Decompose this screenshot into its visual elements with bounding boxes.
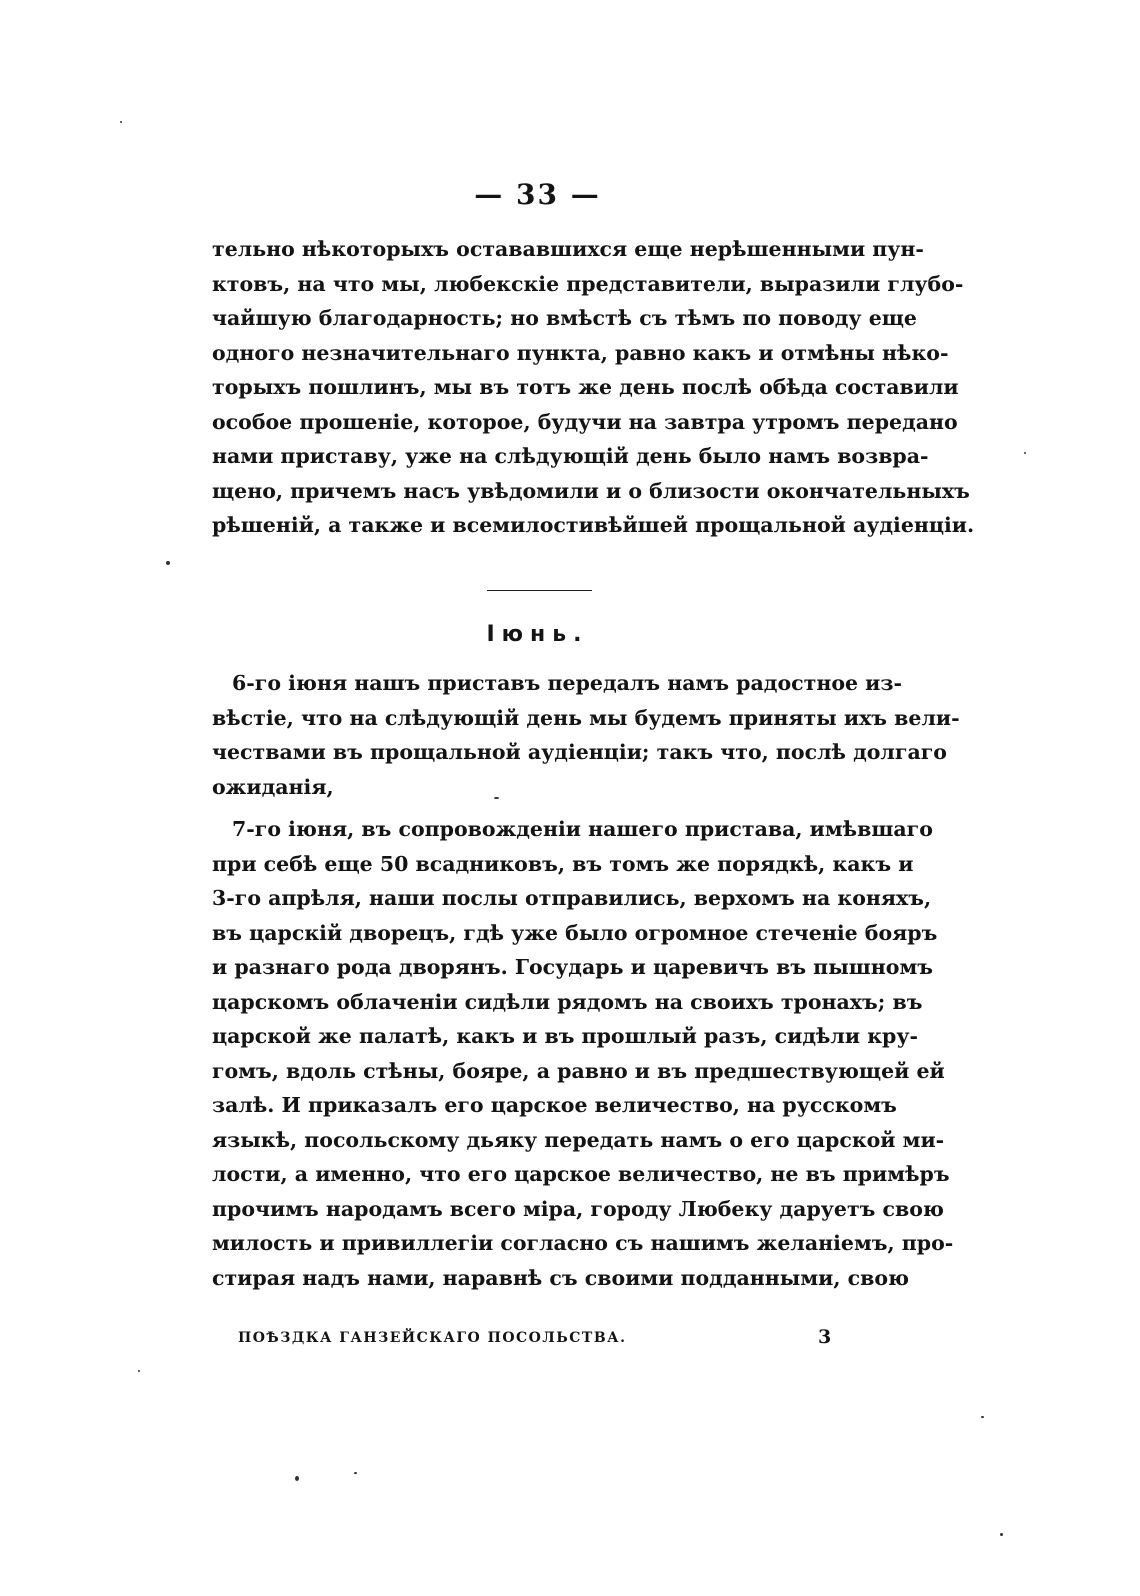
text-line: 3-го апрѣля, наши послы отправились, верхомъ на коняхъ, [212, 886, 932, 910]
running-footer-title: ПОѢЗДКА ГАНЗЕЙСКАГО ПОСОЛЬСТВА. [238, 1330, 627, 1346]
text-line: щено, причемъ насъ увѣдомили и о близости окончательныхъ [212, 478, 970, 503]
scan-speck [138, 1370, 140, 1372]
scan-speck [1000, 1533, 1003, 1536]
scan-speck [494, 797, 499, 799]
scan-speck [981, 1416, 984, 1418]
scan-speck [354, 1472, 357, 1474]
text-line: гомъ, вдоль стѣны, бояре, а равно и въ предшествующей ей [212, 1058, 945, 1083]
text-line: залѣ. И приказалъ его царское величество, на русскомъ [212, 1093, 897, 1117]
text-line: прочимъ народамъ всего міра, городу Любеку даруетъ свою [212, 1196, 944, 1221]
section-divider [487, 590, 592, 591]
text-line: и разнаго рода дворянъ. Государь и царевичъ въ пышномъ [212, 955, 933, 979]
text-line: въ царскій дворецъ, гдѣ уже было огромное стеченіе бояръ [212, 920, 938, 945]
text-line: чайшую благодарность; но вмѣстѣ съ тѣмъ по поводу еще [212, 306, 917, 330]
text-line: ктовъ, на что мы, любекскіе представители, выразили глубо- [212, 271, 964, 296]
signature-mark: 3 [818, 1326, 832, 1348]
section-heading: Іюнь. [486, 622, 589, 647]
text-line: рѣшеній, а также и всемилостивѣйшей прощальной аудіенціи. [212, 513, 975, 537]
text-line: торыхъ пошлинъ, мы въ тотъ же день послѣ обѣда составили [212, 375, 959, 399]
text-line: ожиданія, [212, 774, 334, 799]
text-line: царскомъ облаченіи сидѣли рядомъ на своихъ тронахъ; въ [212, 989, 923, 1014]
scan-speck [120, 121, 122, 123]
text-line: 7-го іюня, въ сопровожденіи нашего пристава, имѣвшаго [232, 817, 933, 841]
scan-speck [166, 561, 170, 565]
text-line: вѣстіе, что на слѣдующій день мы будемъ приняты ихъ вели- [212, 705, 960, 730]
paragraph-continuation [212, 232, 975, 543]
text-line: 6-го іюня нашъ приставъ передалъ намъ радостное из- [232, 671, 902, 695]
text-line: особое прошеніе, которое, будучи на завтра утромъ передано [212, 409, 958, 434]
scan-speck [1024, 452, 1026, 454]
text-line: языкѣ, посольскому дьяку передать намъ о его царской ми- [212, 1127, 945, 1152]
page-number: — 33 — [474, 178, 601, 211]
scan-speck [295, 1476, 299, 1481]
text-line: одного незначительнаго пункта, равно какъ и отмѣны нѣко- [212, 340, 949, 365]
text-line: стирая надъ нами, наравнѣ съ своими подданными, свою [212, 1265, 910, 1290]
paragraph-june-7 [212, 812, 954, 1295]
text-line: царской же палатѣ, какъ и въ прошлый разъ, сидѣли кру- [212, 1024, 918, 1048]
text-line: лости, а именно, что его царское величество, не въ примѣръ [212, 1162, 950, 1186]
text-line: милость и привиллегіи согласно съ нашимъ желаніемъ, про- [212, 1231, 954, 1255]
text-line: тельно нѣкоторыхъ остававшихся еще нерѣшенными пун- [212, 237, 924, 261]
paragraph-june-6 [212, 666, 960, 804]
text-line: нами приставу, уже на слѣдующій день было намъ возвра- [212, 444, 929, 468]
text-line: чествами въ прощальной аудіенціи; такъ что, послѣ долгаго [212, 740, 947, 764]
text-line: при себѣ еще 50 всадниковъ, въ томъ же порядкѣ, какъ и [212, 851, 914, 876]
